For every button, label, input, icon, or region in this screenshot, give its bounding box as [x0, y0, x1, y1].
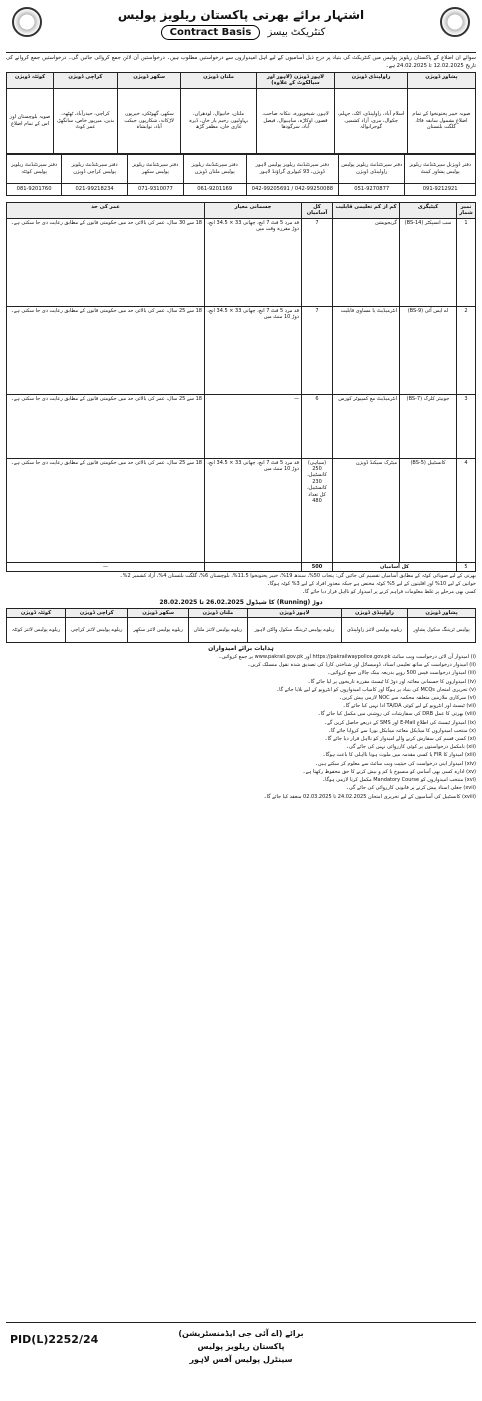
phone-cell: 081-9201760	[7, 183, 62, 195]
total-value: 500	[302, 562, 333, 571]
address-cell: دفتر ڈویژنل سپرنٹنڈنٹ ریلویز پولیس پشاور کینٹ	[405, 154, 476, 183]
post-count: 6	[302, 394, 333, 458]
division-header: پشاور ڈویژن	[407, 73, 475, 89]
footer	[6, 1322, 476, 1395]
instruction-item: (xi) کسی قسم کی سفارش کرنے والے امیدوار کو نااہل قرار دیا جائے گا۔	[324, 736, 476, 743]
running-venue: ریلوے پولیس لائنز راولپنڈی	[341, 618, 407, 643]
running-venue: ریلوے پولیس لائنز کوئٹہ	[7, 618, 66, 643]
instruction-item: (xvii) جعلی اسناد پیش کرنے پر قانونی کارروائی کی جائے گی۔	[345, 785, 476, 792]
divisions-header-row	[7, 73, 476, 89]
address-cell: دفتر سپرنٹنڈنٹ ریلویز پولیس لاہور ڈویژن، 93 کیولری گراؤنڈ لاہور	[246, 154, 339, 183]
domicile-row	[7, 88, 476, 153]
quota-note: بھرتی کے لیے صوبائی کوٹہ کے مطابق آسامیاں تقسیم کی جائیں گی: پنجاب 50%، سندھ 19%، خیبر پختونخوا 11.5%، بلوچستان 6%، گلگت بلتستان 4%، آزاد کشمیر 2%۔	[119, 573, 476, 580]
division-header: لاہور ڈویژن (لاہور اور سیالکوٹ کے علاوہ)	[256, 73, 335, 89]
running-schedule-title: دوڑ (Running) کا شیڈول 26.02.2025 تا 28.02.2025	[159, 598, 323, 606]
post-num: 2	[457, 306, 476, 394]
instruction-item: (viii) بھرتی کا عمل DRB کی سفارشات کی روشنی میں مکمل کیا جائے گا۔	[317, 711, 476, 718]
running-venue: ریلوے پولیس لائنز کراچی	[66, 618, 128, 643]
post-age: 18 سے 30 سال، عمر کی بالائی حد میں حکومتی قانون کے مطابق رعایت دی جا سکتی ہے۔	[7, 218, 205, 306]
total-num: 5	[457, 562, 476, 571]
address-cell: دفتر سپرنٹنڈنٹ ریلویز پولیس سکھر	[128, 154, 184, 183]
post-row	[7, 394, 476, 458]
phone-cell: 051-9270877	[339, 183, 405, 195]
post-num: 4	[457, 458, 476, 562]
instruction-item: (xiii) امیدوار کا FIR یا کسی مقدمہ میں ملوث ہونا نااہلی کا باعث ہوگا۔	[322, 752, 476, 759]
government-seal-icon	[440, 7, 470, 37]
instruction-item: (xiv) امیدوار اپنی درخواست کی حیثیت ویب سائٹ سے معلوم کر سکتے ہیں۔	[314, 760, 476, 767]
quota-note: کسی بھی مرحلے پر غلط معلومات فراہم کرنے پر امیدوار کو نااہل قرار دیا جائے گا۔	[302, 589, 476, 596]
total-age: —	[7, 562, 205, 571]
running-header: پشاور ڈویژن	[408, 608, 476, 617]
signature-line: سینٹرل پولیس آفس لاہور	[189, 1355, 293, 1364]
division-header: راولپنڈی ڈویژن	[335, 73, 407, 89]
posts-header-row	[7, 202, 476, 218]
post-age: 18 سے 25 سال، عمر کی بالائی حد میں حکومتی قانون کے مطابق رعایت دی جا سکتی ہے۔	[7, 394, 205, 458]
running-venue-row	[7, 618, 476, 643]
signature-block	[6, 1327, 476, 1366]
address-cell: دفتر سپرنٹنڈنٹ ریلویز پولیس کراچی ڈویژن	[62, 154, 128, 183]
instructions-list	[6, 654, 476, 801]
posts-table	[6, 202, 476, 572]
running-header: کوئٹہ ڈویژن	[7, 608, 66, 617]
railway-police-logo-icon	[12, 7, 42, 37]
posts-header: جسمانی معیار	[205, 202, 302, 218]
running-header: ملتان ڈویژن	[188, 608, 247, 617]
post-category: سب انسپکٹر (BS-14)	[400, 218, 457, 306]
instruction-item: (vii) ٹیسٹ اور انٹرویو کے لیے کوئی TA/DA ادا نہیں کیا جائے گا۔	[342, 703, 476, 710]
post-category: اے ایس آئی (BS-9)	[400, 306, 457, 394]
posts-header: کل آسامیاں	[302, 202, 333, 218]
address-cell: دفتر سپرنٹنڈنٹ ریلویز پولیس کوئٹہ	[7, 154, 62, 183]
quota-notes	[6, 573, 476, 597]
domicile-cell: صوبہ خیبر پختونخوا کے تمام اضلاع بشمول سابقہ فاٹا، گلگت بلتستان	[407, 88, 475, 153]
instruction-item: (ii) امیدوار درخواست کے ساتھ تعلیمی اسناد، ڈومیسائل اور شناختی کارڈ کی تصدیق شدہ نقول منسلک کریں۔	[247, 662, 476, 669]
quota-note: خواتین کے لیے 10% اور اقلیتوں کے لیے 5% کوٹہ مختص ہے جبکہ معذور افراد کے لیے 3% کوٹہ ہوگا۔	[266, 581, 476, 588]
running-header: لاہور ڈویژن	[248, 608, 342, 617]
instructions-title: ہدایات برائے امیدواران	[208, 645, 274, 653]
phone-cell: 061-9201169	[183, 183, 246, 195]
address-row	[7, 154, 476, 183]
post-num: 1	[457, 218, 476, 306]
post-count: 7	[302, 218, 333, 306]
post-num: 3	[457, 394, 476, 458]
running-schedule-table	[6, 608, 476, 643]
instruction-item: (iii) امیدوار درخواست فیس 500 روپے بذریعہ بینک چالان جمع کروائیں۔	[327, 670, 476, 677]
post-count: 7	[302, 306, 333, 394]
running-venue: ریلوے پولیس لائنز ملتان	[188, 618, 247, 643]
divisions-table	[6, 72, 476, 154]
post-physical: قد مرد 5 فٹ 7 انچ، چھاتی 33 × 34.5 انچ، دوڑ 10 منٹ میں	[205, 306, 302, 394]
post-row	[7, 458, 476, 562]
running-venue: ریلوے پولیس لائنز سکھر	[128, 618, 188, 643]
running-header: کراچی ڈویژن	[66, 608, 128, 617]
post-education: انٹرمیڈیٹ یا مساوی قابلیت	[333, 306, 400, 394]
address-cell: دفتر سپرنٹنڈنٹ ریلویز پولیس راولپنڈی ڈویژن	[339, 154, 405, 183]
domicile-cell: لاہور، شیخوپورہ، ننکانہ صاحب، قصور، اوکاڑہ، ساہیوال، فیصل آباد، سرگودھا	[256, 88, 335, 153]
running-header: راولپنڈی ڈویژن	[341, 608, 407, 617]
domicile-cell: کراچی، حیدرآباد، ٹھٹھہ، بدین، میرپور خاص، سانگھڑ، عمر کوٹ	[54, 88, 118, 153]
running-venue: ریلوے پولیس ٹریننگ سکول والٹن لاہور	[248, 618, 342, 643]
post-row	[7, 306, 476, 394]
posts-header: نمبر شمار	[457, 202, 476, 218]
instruction-item: (iv) امیدواروں کا جسمانی معائنہ اور دوڑ کا ٹیسٹ مقررہ تاریخوں پر لیا جائے گا۔	[307, 678, 476, 685]
running-header: سکھر ڈویژن	[128, 608, 188, 617]
page-title: اشتہار برائے بھرتی پاکستان ریلویز پولیس	[117, 8, 365, 22]
instruction-item: (vi) سرکاری ملازمین متعلقہ محکمہ سے NOC لازمی پیش کریں۔	[339, 695, 476, 702]
domicile-cell: ملتان، خانیوال، لودھراں، بہاولپور، رحیم یار خان، ڈیرہ غازی خان، مظفر گڑھ	[181, 88, 256, 153]
post-count: (سپاہی) 250 کانسٹیبل، 230 کانسٹیبل، کل تعداد 480	[302, 458, 333, 562]
phone-cell: 091-9212921	[405, 183, 476, 195]
post-education: انٹرمیڈیٹ مع کمپیوٹر کورس	[333, 394, 400, 458]
posts-total-row	[7, 562, 476, 571]
division-header: کوئٹہ ڈویژن	[7, 73, 54, 89]
signature-line: برائے (اے آئی جی ایڈمنسٹریشن)	[178, 1329, 304, 1338]
contract-urdu: کنٹریکٹ بیسز	[267, 27, 326, 38]
post-age: 18 سے 25 سال، عمر کی بالائی حد میں حکومتی قانون کے مطابق رعایت دی جا سکتی ہے۔	[7, 306, 205, 394]
post-education: میٹرک سیکنڈ ڈویژن	[333, 458, 400, 562]
contract-english: Contract Basis	[161, 25, 261, 40]
instruction-item: (xv) ادارہ کسی بھی آسامی کو منسوخ یا کم و بیش کرنے کا حق محفوظ رکھتا ہے۔	[302, 768, 476, 775]
total-physical-empty	[205, 562, 302, 571]
address-cell: دفتر سپرنٹنڈنٹ ریلویز پولیس ملتان ڈویژن	[183, 154, 246, 183]
phone-row	[7, 183, 476, 195]
posts-header: کم از کم تعلیمی قابلیت	[333, 202, 400, 218]
instruction-item: (ix) امیدوار ٹیسٹ کی اطلاع E-Mail اور SMS کے ذریعے حاصل کریں گے۔	[324, 719, 476, 726]
instruction-item: (xvi) منتخب امیدواروں کو Mandatory Course مکمل کرنا لازمی ہوگا۔	[322, 777, 476, 784]
post-physical: قد مرد 5 فٹ 7 انچ، چھاتی 33 × 34.5 انچ، دوڑ 10 منٹ میں	[205, 458, 302, 562]
instruction-item: (x) منتخب امیدواروں کا میڈیکل معائنہ میڈیکل بورڈ سے کروایا جائے گا۔	[328, 727, 476, 734]
instruction-item: (xviii) کانسٹیبل کی آسامیوں کے لیے تحریری امتحان 24.02.2025 تا 02.03.2025 منعقد کیا جائے گا۔	[263, 793, 476, 800]
phone-cell: 021-99218234	[62, 183, 128, 195]
running-venue: پولیس ٹریننگ سکول پشاور	[408, 618, 476, 643]
posts-header: کیٹیگری	[400, 202, 457, 218]
post-physical: قد مرد 5 فٹ 7 انچ، چھاتی 33 × 34.5 انچ، دوڑ مقررہ وقت میں	[205, 218, 302, 306]
post-age: 18 سے 25 سال، عمر کی بالائی حد میں حکومتی قانون کے مطابق رعایت دی جا سکتی ہے۔	[7, 458, 205, 562]
post-education: گریجویشن	[333, 218, 400, 306]
contract-basis-label	[6, 25, 476, 40]
domicile-cell: اسلام آباد، راولپنڈی، اٹک، جہلم، چکوال، مری، آزاد کشمیر، گوجرانوالہ	[335, 88, 407, 153]
division-header: کراچی ڈویژن	[54, 73, 118, 89]
total-label: کل آسامیاں	[333, 562, 457, 571]
pid-number: PID(L)2252/24	[10, 1333, 99, 1346]
division-header: ملتان ڈویژن	[181, 73, 256, 89]
phone-cell: 071-9310077	[128, 183, 184, 195]
post-row	[7, 218, 476, 306]
addresses-table	[6, 154, 476, 196]
domicile-cell: صوبہ بلوچستان اور اس کے تمام اضلاع	[7, 88, 54, 153]
posts-header: عمر کی حد	[7, 202, 205, 218]
signature-line: پاکستان ریلویز پولیس	[197, 1342, 285, 1351]
phone-cell: 042-99205691 / 042-99250088	[246, 183, 339, 195]
running-header-row	[7, 608, 476, 617]
post-category: جونیئر کلرک (BS-7)	[400, 394, 457, 458]
instruction-item: (i) امیدوار آن لائن درخواست ویب سائٹ https://pakrailwaypolice.gov.pk اور www.pakrail.gov.pk پر جمع کروائیں۔	[218, 654, 476, 661]
header	[6, 4, 476, 53]
division-header: سکھر ڈویژن	[117, 73, 181, 89]
post-category: کانسٹیبل (BS-5)	[400, 458, 457, 562]
instruction-item: (v) تحریری امتحان MCQs کی بنیاد پر ہوگا اور کامیاب امیدواروں کو انٹرویو کے لیے بلایا جائے گا۔	[276, 686, 476, 693]
intro-paragraph: سوائے ان اضلاع کے پاکستان ریلویز پولیس میں کنٹریکٹ کی بنیاد پر درج ذیل آسامیوں کے لیے اہل امیدواروں سے درخواستیں مطلوب ہیں۔ درخواستیں آن لائن جمع کروائی جائیں گی۔ درخواستیں جمع کروانے کی تاریخ 12.02.2025 تا 24.02.2025 ہے۔	[6, 55, 476, 69]
domicile-cell: سکھر، گھوٹکی، خیرپور، لاڑکانہ، شکارپور، جیکب آباد، نوابشاہ	[117, 88, 181, 153]
post-physical: —	[205, 394, 302, 458]
instruction-item: (xii) نامکمل درخواستوں پر کوئی کارروائی نہیں کی جائے گی۔	[345, 744, 476, 751]
